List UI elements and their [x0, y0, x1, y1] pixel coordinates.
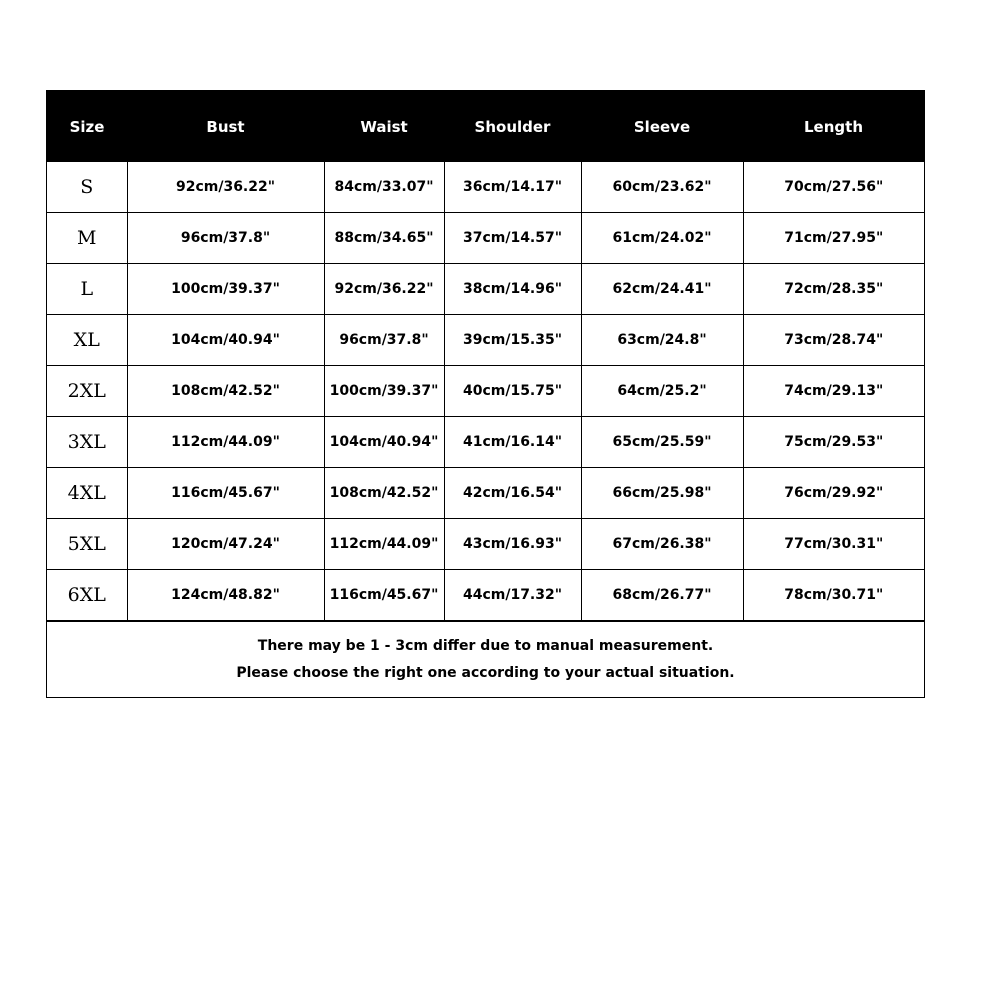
- length-cell: 77cm/30.31": [743, 519, 924, 570]
- sleeve-cell: 68cm/26.77": [581, 570, 743, 621]
- size-cell: 6XL: [47, 570, 127, 621]
- shoulder-cell: 38cm/14.96": [444, 264, 581, 315]
- table-row: [47, 213, 924, 264]
- length-cell: 73cm/28.74": [743, 315, 924, 366]
- bust-cell: 92cm/36.22": [127, 162, 324, 213]
- column-header-waist: Waist: [324, 91, 444, 162]
- size-cell: M: [47, 213, 127, 264]
- sleeve-cell: 60cm/23.62": [581, 162, 743, 213]
- size-cell: L: [47, 264, 127, 315]
- length-cell: 74cm/29.13": [743, 366, 924, 417]
- size-chart: [46, 90, 925, 698]
- length-cell: 76cm/29.92": [743, 468, 924, 519]
- column-header-length: Length: [743, 91, 924, 162]
- table-header: [47, 91, 924, 162]
- bust-cell: 96cm/37.8": [127, 213, 324, 264]
- sleeve-cell: 63cm/24.8": [581, 315, 743, 366]
- length-cell: 75cm/29.53": [743, 417, 924, 468]
- column-header-size: Size: [47, 91, 127, 162]
- size-table: [47, 91, 924, 621]
- table-row: [47, 570, 924, 621]
- table-row: [47, 264, 924, 315]
- note-line-2: Please choose the right one according to your actual situation.: [236, 664, 735, 681]
- bust-cell: 108cm/42.52": [127, 366, 324, 417]
- column-header-sleeve: Sleeve: [581, 91, 743, 162]
- length-cell: 70cm/27.56": [743, 162, 924, 213]
- table-row: [47, 468, 924, 519]
- waist-cell: 96cm/37.8": [324, 315, 444, 366]
- column-header-bust: Bust: [127, 91, 324, 162]
- table-row: [47, 417, 924, 468]
- note-line-1: There may be 1 - 3cm differ due to manual measurement.: [257, 637, 714, 654]
- table-row: [47, 162, 924, 213]
- header-row: [47, 91, 924, 162]
- column-header-shoulder: Shoulder: [444, 91, 581, 162]
- waist-cell: 88cm/34.65": [324, 213, 444, 264]
- bust-cell: 112cm/44.09": [127, 417, 324, 468]
- waist-cell: 104cm/40.94": [324, 417, 444, 468]
- waist-cell: 108cm/42.52": [324, 468, 444, 519]
- size-cell: S: [47, 162, 127, 213]
- bust-cell: 104cm/40.94": [127, 315, 324, 366]
- waist-cell: 100cm/39.37": [324, 366, 444, 417]
- size-cell: 3XL: [47, 417, 127, 468]
- sleeve-cell: 66cm/25.98": [581, 468, 743, 519]
- length-cell: 72cm/28.35": [743, 264, 924, 315]
- waist-cell: 84cm/33.07": [324, 162, 444, 213]
- table-row: [47, 315, 924, 366]
- waist-cell: 112cm/44.09": [324, 519, 444, 570]
- shoulder-cell: 44cm/17.32": [444, 570, 581, 621]
- sleeve-cell: 62cm/24.41": [581, 264, 743, 315]
- size-cell: 5XL: [47, 519, 127, 570]
- measurement-note: [47, 621, 924, 697]
- sleeve-cell: 61cm/24.02": [581, 213, 743, 264]
- shoulder-cell: 43cm/16.93": [444, 519, 581, 570]
- bust-cell: 124cm/48.82": [127, 570, 324, 621]
- bust-cell: 116cm/45.67": [127, 468, 324, 519]
- waist-cell: 92cm/36.22": [324, 264, 444, 315]
- bust-cell: 120cm/47.24": [127, 519, 324, 570]
- sleeve-cell: 67cm/26.38": [581, 519, 743, 570]
- waist-cell: 116cm/45.67": [324, 570, 444, 621]
- shoulder-cell: 42cm/16.54": [444, 468, 581, 519]
- sleeve-cell: 64cm/25.2": [581, 366, 743, 417]
- size-cell: 2XL: [47, 366, 127, 417]
- table-body: [47, 162, 924, 621]
- table-row: [47, 519, 924, 570]
- size-cell: XL: [47, 315, 127, 366]
- length-cell: 71cm/27.95": [743, 213, 924, 264]
- shoulder-cell: 40cm/15.75": [444, 366, 581, 417]
- shoulder-cell: 41cm/16.14": [444, 417, 581, 468]
- shoulder-cell: 37cm/14.57": [444, 213, 581, 264]
- shoulder-cell: 39cm/15.35": [444, 315, 581, 366]
- sleeve-cell: 65cm/25.59": [581, 417, 743, 468]
- bust-cell: 100cm/39.37": [127, 264, 324, 315]
- table-row: [47, 366, 924, 417]
- shoulder-cell: 36cm/14.17": [444, 162, 581, 213]
- length-cell: 78cm/30.71": [743, 570, 924, 621]
- size-cell: 4XL: [47, 468, 127, 519]
